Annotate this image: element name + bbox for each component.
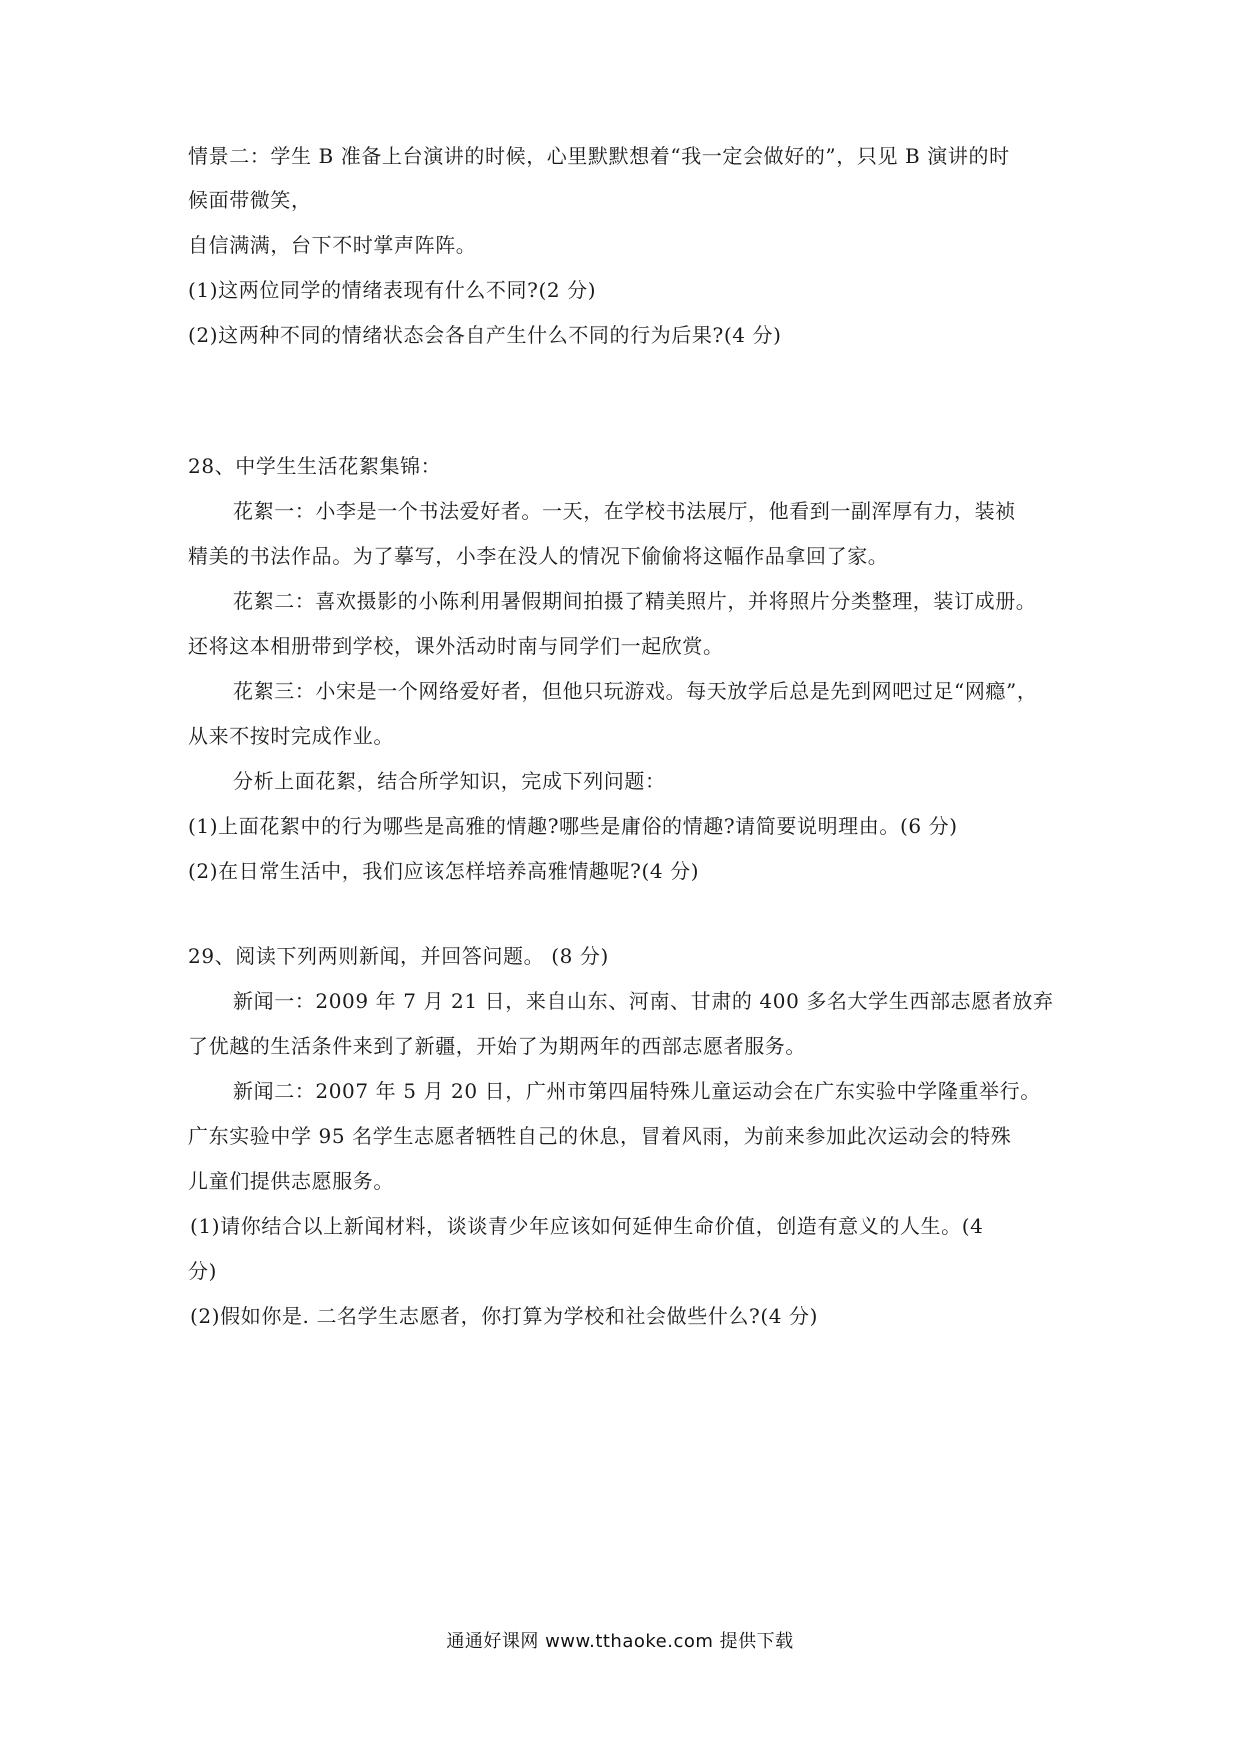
q28-title: 28、中学生生活花絮集锦：	[188, 454, 442, 478]
q28-paragraph-3-line-1: 花絮三：小宋是一个网络爱好者，但他只玩游戏。每天放学后总是先到网吧过足“网瘾”，	[233, 679, 1038, 703]
q29-title: 29、阅读下列两则新闻，并回答问题。 (8 分)	[188, 944, 609, 968]
q29-news-2-line-3: 儿童们提供志愿服务。	[188, 1169, 394, 1193]
q28-paragraph-2-line-2: 还将这本相册带到学校，课外活动时南与同学们一起欣赏。	[188, 634, 724, 658]
q29-question-1-line-1: (1)请你结合以上新闻材料，谈谈青少年应该如何延伸生命价值，创造有意义的人生。(4	[190, 1214, 984, 1238]
scenario2-question-2: (2)这两种不同的情绪状态会各自产生什么不同的行为后果?(4 分)	[188, 323, 782, 347]
scenario2-text-line-3: 自信满满，台下不时掌声阵阵。	[188, 233, 477, 257]
q28-paragraph-1-line-1: 花絮一：小李是一个书法爱好者。一天，在学校书法展厅，他看到一副浑厚有力，装祯	[233, 499, 1016, 523]
footer-credit: 通通好课网 www.tthaoke.com 提供下载	[446, 1631, 794, 1652]
q29-news-1-line-2: 了优越的生活条件来到了新疆，开始了为期两年的西部志愿者服务。	[188, 1034, 806, 1058]
q28-paragraph-3-line-2: 从来不按时完成作业。	[188, 724, 394, 748]
q29-news-2-line-1: 新闻二：2007 年 5 月 20 日，广州市第四届特殊儿童运动会在广东实验中学隆重举行。	[233, 1079, 1041, 1103]
q29-question-2: (2)假如你是. 二名学生志愿者，你打算为学校和社会做些什么?(4 分)	[190, 1304, 819, 1328]
scenario2-question-1: (1)这两位同学的情绪表现有什么不同?(2 分)	[188, 278, 597, 302]
q28-question-1: (1)上面花絮中的行为哪些是高雅的情趣?哪些是庸俗的情趣?请简要说明理由。(6 分)	[188, 814, 958, 838]
q29-question-1-line-2: 分)	[188, 1259, 218, 1283]
q28-paragraph-1-line-2: 精美的书法作品。为了摹写，小李在没人的情况下偷偷将这幅作品拿回了家。	[188, 544, 889, 568]
q29-news-2-line-2: 广东实验中学 95 名学生志愿者牺牲自己的休息，冒着风雨，为前来参加此次运动会的特殊	[188, 1124, 1012, 1148]
q28-instruction: 分析上面花絮，结合所学知识，完成下列问题：	[233, 769, 666, 793]
q29-news-1-line-1: 新闻一：2009 年 7 月 21 日，来自山东、河南、甘肃的 400 多名大学生西部志愿者放弃	[233, 989, 1054, 1013]
q28-paragraph-2-line-1: 花絮二：喜欢摄影的小陈利用暑假期间拍摄了精美照片，并将照片分类整理，装订成册。	[233, 589, 1037, 613]
scenario2-text-line-2: 候面带微笑，	[188, 188, 312, 212]
scenario2-text-line-1: 情景二：学生 B 准备上台演讲的时候，心里默默想着“我一定会做好的”，只见 B 演讲的时	[188, 144, 1010, 168]
q28-question-2: (2)在日常生活中，我们应该怎样培养高雅情趣呢?(4 分)	[188, 859, 700, 883]
